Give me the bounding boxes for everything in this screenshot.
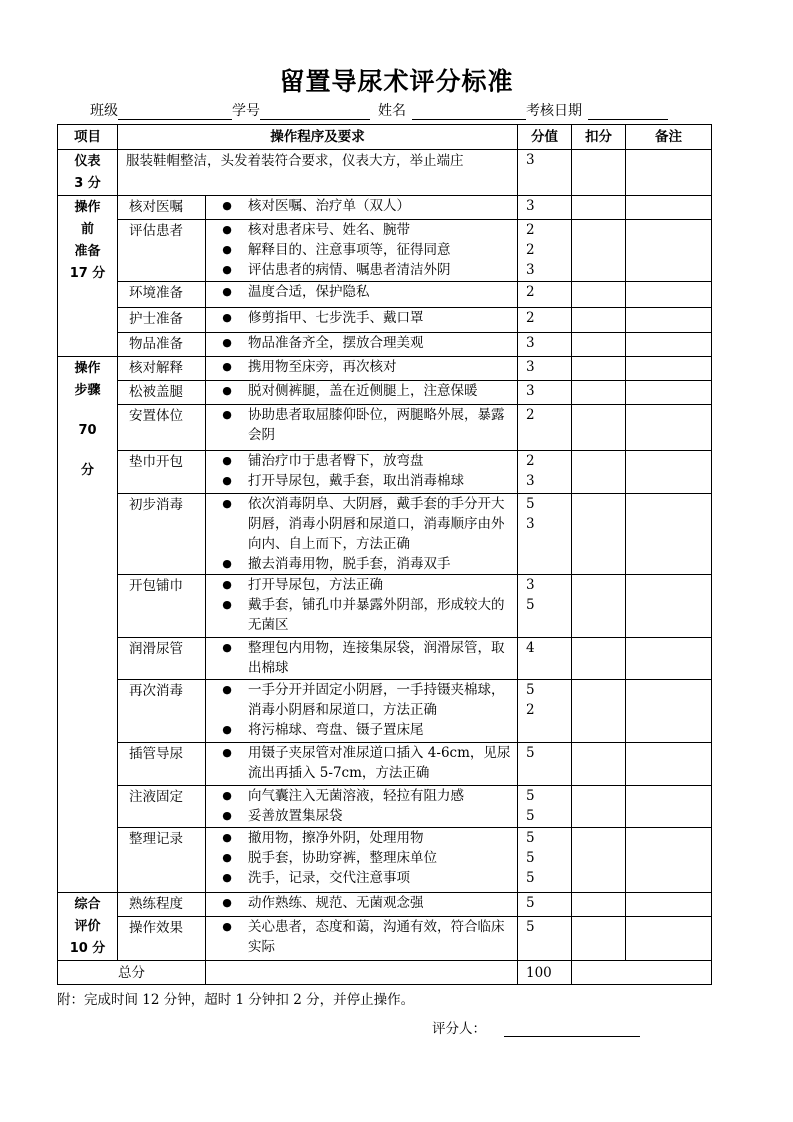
steps-row	[58, 381, 712, 405]
scorer-field[interactable]	[504, 1022, 640, 1037]
steps-row	[58, 405, 712, 451]
procedure-item	[206, 471, 517, 491]
prep-category-line: 准备	[74, 244, 101, 259]
note-cell[interactable]	[626, 282, 712, 308]
header-score: 分值	[518, 125, 572, 150]
score-value: 5	[526, 808, 535, 824]
note-cell[interactable]	[626, 638, 712, 680]
deduct-cell[interactable]	[572, 917, 626, 961]
steps-row	[58, 828, 712, 893]
procedure-text: 将污棉球、弯盘、镊子置床尾	[248, 722, 424, 738]
appearance-row	[58, 150, 712, 196]
procedure-item	[206, 848, 517, 868]
total-row	[58, 961, 712, 985]
procedure-text: 撤用物，擦净外阴，处理用物	[248, 830, 424, 846]
score-value: 3	[526, 335, 535, 351]
score-value: 5	[526, 496, 535, 512]
prep-row	[58, 282, 712, 308]
id-label: 学号	[232, 103, 260, 119]
bullet-icon: ●	[222, 336, 232, 349]
prep-sub-label: 核对医嘱	[118, 196, 206, 220]
name-field[interactable]	[412, 105, 526, 120]
deduct-cell[interactable]	[572, 282, 626, 308]
score-value: 3	[526, 473, 535, 489]
steps-score-cell	[518, 451, 572, 494]
steps-category-line: 步骤	[74, 383, 101, 398]
overall-row	[58, 893, 712, 917]
deduct-cell[interactable]	[572, 743, 626, 786]
note-cell[interactable]	[626, 893, 712, 917]
procedure-text: 打开导尿包，戴手套，取出消毒棉球	[248, 473, 464, 489]
class-field[interactable]	[118, 105, 232, 120]
procedure-item	[206, 308, 517, 328]
note-cell[interactable]	[626, 220, 712, 282]
steps-procedure-cell	[206, 357, 518, 381]
steps-category-line: 操作	[74, 361, 101, 376]
deduct-cell[interactable]	[572, 638, 626, 680]
prep-score-cell	[518, 308, 572, 333]
bullet-icon: ●	[222, 285, 232, 298]
procedure-text: 评估患者的病情、嘱患者清洁外阴	[248, 262, 451, 278]
overall-sub-label: 熟练程度	[118, 893, 206, 917]
score-value: 2	[526, 310, 535, 326]
prep-row	[58, 196, 712, 220]
prep-score-cell	[518, 196, 572, 220]
date-label: 考核日期	[526, 103, 582, 119]
note-cell[interactable]	[626, 405, 712, 451]
prep-row	[58, 308, 712, 333]
header-row	[58, 125, 712, 150]
note-cell[interactable]	[626, 308, 712, 333]
score-value: 3	[526, 262, 535, 278]
prep-category-line: 前	[80, 222, 94, 237]
procedure-text: 关心患者，态度和蔼，沟通有效，符合临床实际	[248, 919, 505, 955]
steps-row	[58, 743, 712, 786]
bullet-icon: ●	[222, 896, 232, 909]
score-value: 3	[526, 359, 535, 375]
header-item: 项目	[58, 125, 118, 150]
steps-score-cell	[518, 494, 572, 575]
score-value: 2	[526, 453, 535, 469]
procedure-item	[206, 828, 517, 848]
bullet-icon: ●	[222, 789, 232, 802]
procedure-item	[206, 554, 517, 574]
score-value: 5	[526, 597, 535, 613]
procedure-item	[206, 893, 517, 913]
prep-sub-label: 评估患者	[118, 220, 206, 282]
score-value: 3	[526, 516, 535, 532]
steps-score-cell	[518, 638, 572, 680]
steps-sub-label: 插管导尿	[118, 743, 206, 786]
header-deduct: 扣分	[572, 125, 626, 150]
procedure-text: 解释目的、注意事项等，征得同意	[248, 242, 451, 258]
procedure-text: 用镊子夹尿管对准尿道口插入 4-6cm，见尿流出再插入 5-7cm，方法正确	[248, 745, 511, 781]
bullet-icon: ●	[222, 454, 232, 467]
overall-row	[58, 917, 712, 961]
score-value: 2	[526, 284, 535, 300]
procedure-text: 温度合适，保护隐私	[248, 284, 370, 300]
steps-procedure-cell	[206, 680, 518, 743]
procedure-text: 携用物至床旁，再次核对	[248, 359, 397, 375]
bullet-icon: ●	[222, 578, 232, 591]
procedure-text: 脱手套，协助穿裤，整理床单位	[248, 850, 437, 866]
total-label: 总分	[58, 961, 206, 985]
steps-row	[58, 357, 712, 381]
deduct-cell[interactable]	[572, 680, 626, 743]
procedure-item	[206, 806, 517, 826]
steps-row	[58, 575, 712, 638]
scorer-label: 评分人：	[432, 1021, 486, 1037]
prep-score-cell	[518, 282, 572, 308]
note-cell[interactable]	[626, 381, 712, 405]
steps-row	[58, 638, 712, 680]
steps-procedure-cell	[206, 451, 518, 494]
note-cell[interactable]	[626, 357, 712, 381]
procedure-item	[206, 743, 517, 783]
steps-procedure-cell	[206, 494, 518, 575]
deduct-cell[interactable]	[572, 893, 626, 917]
appearance-score: 3	[518, 150, 572, 196]
score-value: 2	[526, 242, 535, 258]
prep-category-line: 17 分	[69, 266, 106, 281]
overall-category-line: 评价	[74, 919, 101, 934]
procedure-item	[206, 381, 517, 401]
date-field[interactable]	[588, 105, 668, 120]
bullet-icon: ●	[222, 746, 232, 759]
score-value: 5	[526, 682, 535, 698]
note-cell[interactable]	[626, 917, 712, 961]
steps-sub-label: 安置体位	[118, 405, 206, 451]
score-value: 5	[526, 850, 535, 866]
steps-category-line: 分	[80, 463, 94, 478]
appearance-text: 服装鞋帽整洁，头发着装符合要求，仪表大方，举止端庄	[118, 150, 518, 196]
prep-procedure-cell	[206, 282, 518, 308]
note-cell[interactable]	[626, 150, 712, 196]
bullet-icon: ●	[222, 497, 232, 510]
scorer-line	[432, 1017, 640, 1037]
steps-sub-label: 润滑尿管	[118, 638, 206, 680]
procedure-text: 协助患者取屈膝仰卧位，两腿略外展，暴露会阴	[248, 407, 505, 443]
id-field[interactable]	[260, 105, 370, 120]
procedure-item	[206, 282, 517, 302]
deduct-cell[interactable]	[572, 308, 626, 333]
note-cell[interactable]	[626, 680, 712, 743]
steps-procedure-cell	[206, 828, 518, 893]
prep-procedure-cell	[206, 333, 518, 357]
header-procedure: 操作程序及要求	[118, 125, 518, 150]
steps-score-cell	[518, 680, 572, 743]
score-value: 5	[526, 788, 535, 804]
bullet-icon: ●	[222, 408, 232, 421]
bullet-icon: ●	[222, 311, 232, 324]
score-value: 4	[526, 640, 535, 656]
procedure-item	[206, 638, 517, 678]
overall-category	[58, 893, 118, 961]
prep-sub-label: 物品准备	[118, 333, 206, 357]
bullet-icon: ●	[222, 871, 232, 884]
procedure-text: 戴手套，铺孔巾并暴露外阴部，形成较大的无菌区	[248, 597, 505, 633]
procedure-item	[206, 917, 517, 957]
procedure-item	[206, 196, 517, 216]
procedure-item	[206, 575, 517, 595]
deduct-cell[interactable]	[572, 220, 626, 282]
score-value: 5	[526, 830, 535, 846]
prep-procedure-cell	[206, 220, 518, 282]
steps-sub-label: 松被盖腿	[118, 381, 206, 405]
prep-sub-label: 护士准备	[118, 308, 206, 333]
total-blank	[206, 961, 518, 985]
procedure-item	[206, 240, 517, 260]
bullet-icon: ●	[222, 384, 232, 397]
bullet-icon: ●	[222, 199, 232, 212]
prep-row	[58, 220, 712, 282]
procedure-text: 核对医嘱、治疗单（双人）	[248, 198, 410, 214]
steps-score-cell	[518, 828, 572, 893]
deduct-cell[interactable]	[572, 828, 626, 893]
deduct-cell[interactable]	[572, 786, 626, 828]
steps-score-cell	[518, 786, 572, 828]
bullet-icon: ●	[222, 474, 232, 487]
steps-procedure-cell	[206, 786, 518, 828]
total-score: 100	[518, 961, 572, 985]
procedure-item	[206, 451, 517, 471]
procedure-item	[206, 405, 517, 445]
steps-procedure-cell	[206, 405, 518, 451]
note-cell[interactable]	[626, 196, 712, 220]
score-value: 3	[526, 383, 535, 399]
prep-procedure-cell	[206, 308, 518, 333]
steps-score-cell	[518, 575, 572, 638]
steps-sub-label: 初步消毒	[118, 494, 206, 575]
steps-category	[58, 357, 118, 893]
note-cell[interactable]	[626, 494, 712, 575]
prep-row	[58, 333, 712, 357]
procedure-text: 妥善放置集尿袋	[248, 808, 343, 824]
overall-procedure-cell	[206, 893, 518, 917]
procedure-item	[206, 786, 517, 806]
procedure-text: 铺治疗巾于患者臀下，放弯盘	[248, 453, 424, 469]
deduct-cell[interactable]	[572, 405, 626, 451]
steps-sub-label: 垫巾开包	[118, 451, 206, 494]
procedure-text: 整理包内用物，连接集尿袋，润滑尿管，取出棉球	[248, 640, 505, 676]
steps-sub-label: 核对解释	[118, 357, 206, 381]
procedure-item	[206, 357, 517, 377]
appearance-name: 仪表	[74, 154, 101, 169]
score-value: 5	[526, 895, 535, 911]
procedure-item	[206, 260, 517, 280]
procedure-text: 修剪指甲、七步洗手、戴口罩	[248, 310, 424, 326]
score-value: 3	[526, 198, 535, 214]
steps-procedure-cell	[206, 381, 518, 405]
info-line	[90, 100, 668, 120]
deduct-cell[interactable]	[572, 150, 626, 196]
bullet-icon: ●	[222, 831, 232, 844]
score-value: 5	[526, 745, 535, 761]
procedure-text: 动作熟练、规范、无菌观念强	[248, 895, 424, 911]
name-label: 姓名	[378, 103, 406, 119]
prep-procedure-cell	[206, 196, 518, 220]
steps-procedure-cell	[206, 575, 518, 638]
deduct-cell[interactable]	[572, 357, 626, 381]
appearance-points: 3 分	[74, 176, 101, 191]
bullet-icon: ●	[222, 223, 232, 236]
steps-category-line: 70	[78, 423, 97, 438]
scoring-table	[57, 124, 712, 985]
steps-row	[58, 786, 712, 828]
score-value: 2	[526, 222, 535, 238]
prep-score-cell	[518, 220, 572, 282]
note-cell[interactable]	[626, 786, 712, 828]
overall-score-cell	[518, 917, 572, 961]
procedure-text: 脱对侧裤腿，盖在近侧腿上，注意保暖	[248, 383, 478, 399]
class-label: 班级	[90, 103, 118, 119]
overall-score-cell	[518, 893, 572, 917]
steps-sub-label: 整理记录	[118, 828, 206, 893]
overall-sub-label: 操作效果	[118, 917, 206, 961]
note-cell[interactable]	[626, 828, 712, 893]
note-cell[interactable]	[626, 743, 712, 786]
steps-row	[58, 451, 712, 494]
steps-procedure-cell	[206, 743, 518, 786]
note-cell[interactable]	[626, 575, 712, 638]
prep-category	[58, 196, 118, 357]
procedure-item	[206, 220, 517, 240]
procedure-item	[206, 720, 517, 740]
steps-procedure-cell	[206, 638, 518, 680]
deduct-cell[interactable]	[572, 196, 626, 220]
bullet-icon: ●	[222, 243, 232, 256]
steps-sub-label: 开包铺巾	[118, 575, 206, 638]
procedure-text: 依次消毒阴阜、大阴唇，戴手套的手分开大阴唇，消毒小阴唇和尿道口，消毒顺序由外向内、自上而下，方法正确	[248, 496, 505, 552]
steps-score-cell	[518, 357, 572, 381]
bullet-icon: ●	[222, 809, 232, 822]
steps-sub-label: 注液固定	[118, 786, 206, 828]
bullet-icon: ●	[222, 557, 232, 570]
footnote: 附：完成时间 12 分钟，超时 1 分钟扣 2 分，并停止操作。	[57, 992, 415, 1008]
note-cell[interactable]	[626, 451, 712, 494]
prep-score-cell	[518, 333, 572, 357]
deduct-cell[interactable]	[572, 333, 626, 357]
deduct-cell[interactable]	[572, 381, 626, 405]
procedure-item	[206, 333, 517, 353]
deduct-cell[interactable]	[572, 575, 626, 638]
procedure-text: 打开导尿包，方法正确	[248, 577, 383, 593]
prep-category-line: 操作	[74, 200, 101, 215]
procedure-item	[206, 868, 517, 888]
steps-score-cell	[518, 743, 572, 786]
steps-sub-label: 再次消毒	[118, 680, 206, 743]
procedure-text: 向气囊注入无菌溶液，轻拉有阻力感	[248, 788, 464, 804]
steps-row	[58, 680, 712, 743]
deduct-cell[interactable]	[572, 494, 626, 575]
score-value: 3	[526, 577, 535, 593]
procedure-item	[206, 680, 517, 720]
score-value: 2	[526, 702, 535, 718]
procedure-item	[206, 595, 517, 635]
procedure-text: 一手分开并固定小阴唇，一手持镊夹棉球，消毒小阴唇和尿道口，方法正确	[248, 682, 505, 718]
steps-score-cell	[518, 381, 572, 405]
header-note: 备注	[626, 125, 712, 150]
procedure-text: 撤去消毒用物，脱手套，消毒双手	[248, 556, 451, 572]
score-value: 5	[526, 870, 535, 886]
bullet-icon: ●	[222, 920, 232, 933]
total-deduct-cell[interactable]	[572, 961, 712, 985]
steps-score-cell	[518, 405, 572, 451]
page-title: 留置导尿术评分标准	[279, 67, 514, 96]
score-value: 5	[526, 919, 535, 935]
procedure-text: 洗手，记录，交代注意事项	[248, 870, 410, 886]
bullet-icon: ●	[222, 851, 232, 864]
score-value: 2	[526, 407, 535, 423]
bullet-icon: ●	[222, 641, 232, 654]
overall-category-line: 10 分	[69, 941, 106, 956]
procedure-item	[206, 494, 517, 554]
bullet-icon: ●	[222, 683, 232, 696]
procedure-text: 物品准备齐全，摆放合理美观	[248, 335, 424, 351]
deduct-cell[interactable]	[572, 451, 626, 494]
bullet-icon: ●	[222, 598, 232, 611]
prep-sub-label: 环境准备	[118, 282, 206, 308]
overall-category-line: 综合	[74, 897, 101, 912]
note-cell[interactable]	[626, 333, 712, 357]
bullet-icon: ●	[222, 723, 232, 736]
overall-procedure-cell	[206, 917, 518, 961]
bullet-icon: ●	[222, 263, 232, 276]
steps-row	[58, 494, 712, 575]
procedure-text: 核对患者床号、姓名、腕带	[248, 222, 410, 238]
bullet-icon: ●	[222, 360, 232, 373]
appearance-cat	[58, 150, 118, 196]
